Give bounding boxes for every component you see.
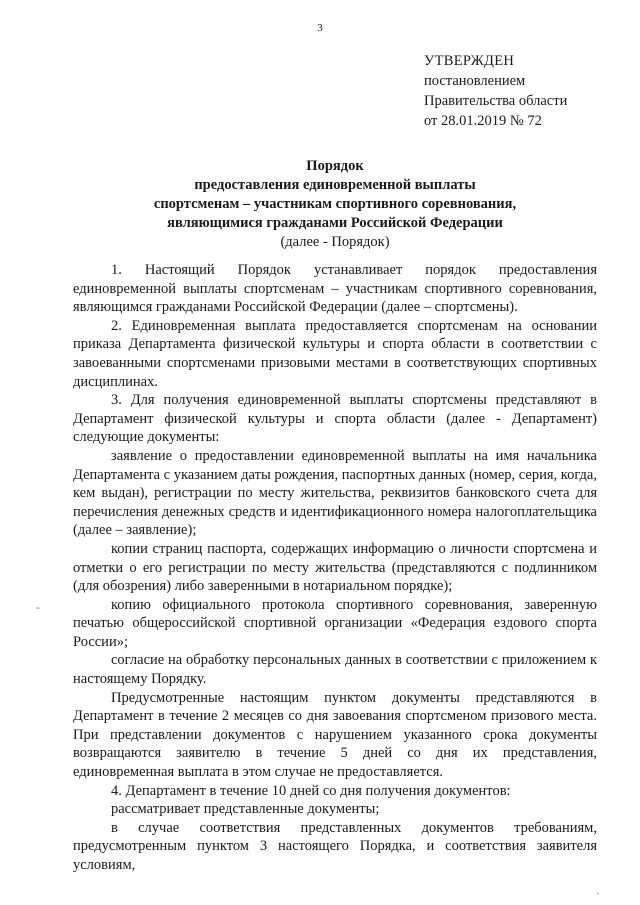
paragraph: в случае соответствия представленных документов требованиям, предусмотренным пунктом 3 настоящего Порядка, и соответствия заявителя условиям, [73, 819, 597, 873]
paragraph: копии страниц паспорта, содержащих информацию о личности спортсмена и отметки о его регистрации по месту жительства (представляются с подлинником (для обозрения) либо заверенными в нотариальном порядке); [73, 540, 597, 595]
approval-line: Правительства области [424, 93, 568, 109]
title-line: Порядок [306, 158, 364, 174]
scan-artifact: ‑ [36, 600, 40, 614]
document-title [70, 157, 600, 252]
paragraph: рассматривает представленные документы; [111, 801, 380, 818]
paragraph: согласие на обработку персональных данных в соответствии с приложением к настоящему Порядку. [73, 652, 597, 688]
title-note: (далее - Порядок) [280, 234, 390, 250]
page-number: 3 [317, 22, 323, 34]
approval-date: от 28.01.2019 № 72 [424, 113, 542, 129]
paragraph: 2. Единовременная выплата предоставляется спортсменам на основании приказа Департамента физической культуры и спорта области в соответствии с завоеванными спортсменами призовыми местами в соответствующих спортивных дисциплинах. [73, 317, 597, 390]
paragraph: Предусмотренные настоящим пунктом документы представляются в Департамент в течение 2 месяцев со дня завоевания спортсменом призового места. При представлении документов с нарушением указанного срока документы возвращаются заявителю в течение 5 дней со дня их представления, единовременная выплата в этом случае не предоставляется. [73, 689, 597, 781]
approval-heading: УТВЕРЖДЕН [424, 53, 515, 69]
paragraph: заявление о предоставлении единовременной выплаты на имя начальника Департамента с указанием даты рождения, паспортных данных (номер, серия, когда, кем выдан), регистрации по месту жительства, реквизитов банковского счета для перечисления денежных средств и идентификационного номера налогоплательщика (далее – заявление); [73, 447, 597, 539]
title-line: являющимися гражданами Российской Федерации [167, 215, 503, 231]
title-line: предоставления единовременной выплаты [194, 177, 476, 193]
approval-stamp [424, 51, 624, 131]
scan-artifact: · [596, 886, 600, 900]
approval-line: постановлением [424, 73, 526, 89]
title-line: спортсменам – участникам спортивного соревнования, [153, 196, 517, 212]
paragraph: копию официального протокола спортивного соревнования, заверенную печатью общероссийской спортивной организации «Федерация ездового спорта России»; [73, 596, 597, 650]
paragraph: 1. Настоящий Порядок устанавливает порядок предоставления единовременной выплаты спортсменам – участникам спортивного соревнования, являющимся гражданами Российской Федерации (далее – спортсмены). [73, 262, 597, 316]
paragraph: 3. Для получения единовременной выплаты спортсмены представляют в Департамент физической культуры и спорта области (далее - Департамент) следующие документы: [73, 392, 597, 446]
document-body [73, 261, 597, 875]
paragraph: 4. Департамент в течение 10 дней со дня получения документов: [111, 782, 511, 799]
